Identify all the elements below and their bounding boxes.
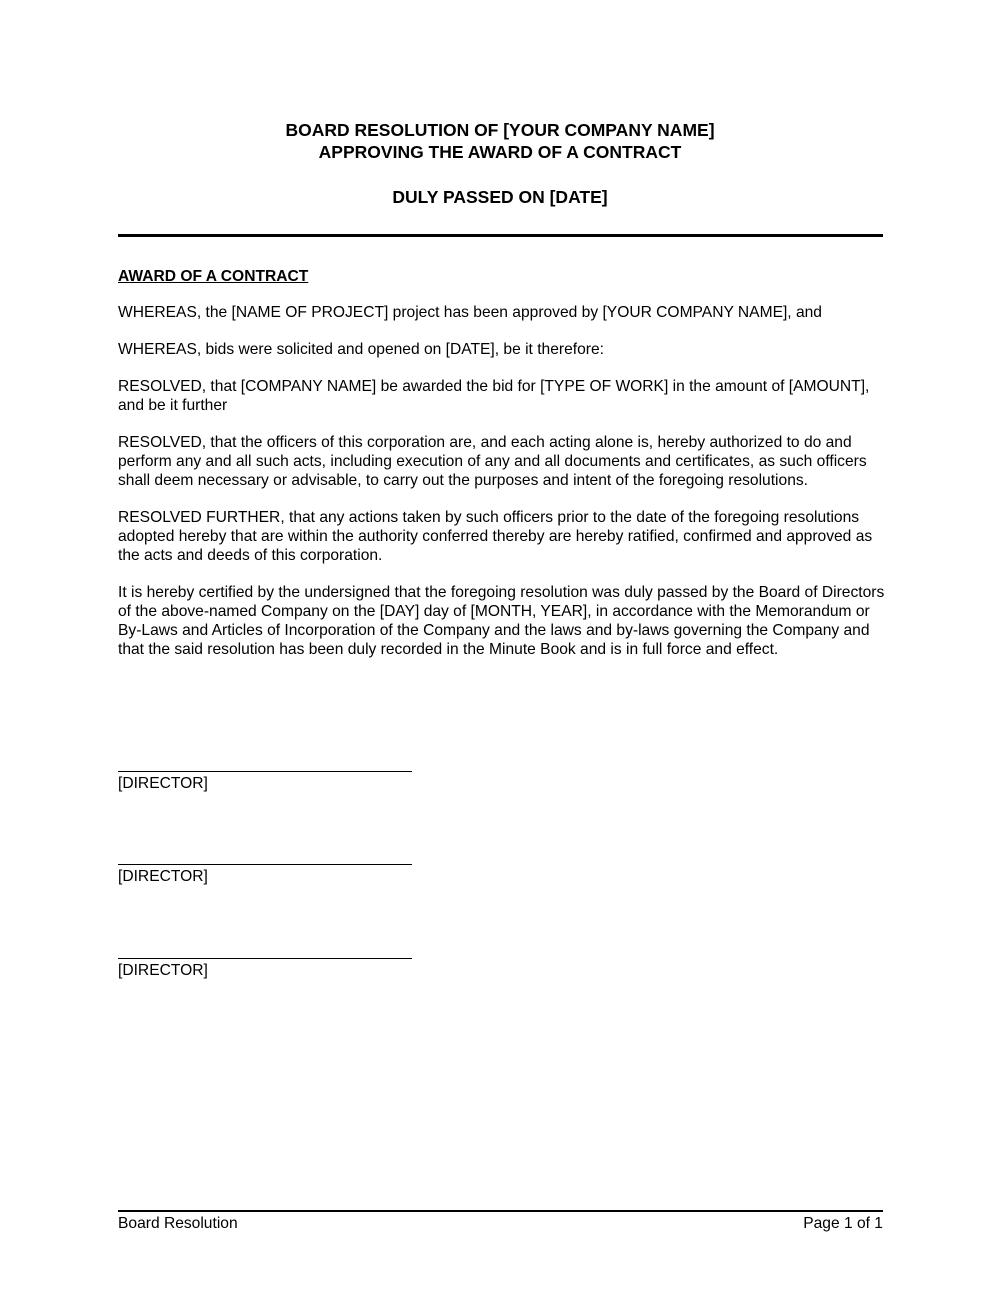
footer-document-name: Board Resolution [118, 1215, 238, 1232]
resolved-further-paragraph: RESOLVED FURTHER, that any actions taken by such officers prior to the date of the foregoing resolutions adopted hereby that are within the authority conferred thereby are hereby ratified, confirmed and approved as the acts and deeds of this corporation. [118, 509, 873, 564]
signature-label: [DIRECTOR] [118, 775, 208, 792]
document-body [118, 267, 888, 677]
document-title-line-2: APPROVING THE AWARD OF A CONTRACT [318, 142, 682, 162]
page-footer [118, 1214, 883, 1233]
document-title-line-1: BOARD RESOLUTION OF [YOUR COMPANY NAME] [285, 120, 715, 140]
signature-line [118, 864, 412, 865]
certification-paragraph: It is hereby certified by the undersigned that the foregoing resolution was duly passed by the Board of Directors of the above-named Company on the [DAY] day of [MONTH, YEAR], in accordance with the Memorandum or By-Laws and Articles of Incorporation of the Company and the laws and by-laws governing the Company and that the said resolution has been duly recorded in the Minute Book and is in full force and effect. [118, 584, 885, 658]
footer-page-number: Page 1 of 1 [803, 1215, 883, 1232]
signature-label: [DIRECTOR] [118, 962, 208, 979]
document-title-block [118, 119, 882, 208]
duly-passed-line: DULY PASSED ON [DATE] [392, 187, 608, 207]
resolved-award-paragraph: RESOLVED, that [COMPANY NAME] be awarded the bid for [TYPE OF WORK] in the amount of [AMOUNT], and be it further [118, 378, 870, 414]
signature-block-2 [118, 864, 412, 886]
footer-divider [118, 1210, 883, 1212]
resolved-officers-paragraph: RESOLVED, that the officers of this corporation are, and each acting alone is, hereby authorized to do and perform any and all such acts, including execution of any and all documents and certificates, as such officers shall deem necessary or advisable, to carry out the purposes and intent of the foregoing resolutions. [118, 434, 867, 489]
signature-block-3 [118, 958, 412, 980]
signature-line [118, 771, 412, 772]
section-heading: AWARD OF A CONTRACT [118, 268, 309, 285]
whereas-project-paragraph: WHEREAS, the [NAME OF PROJECT] project has been approved by [YOUR COMPANY NAME], and [118, 304, 822, 321]
signature-block-1 [118, 771, 412, 793]
title-divider [118, 234, 883, 237]
signature-label: [DIRECTOR] [118, 868, 208, 885]
whereas-bids-paragraph: WHEREAS, bids were solicited and opened on [DATE], be it therefore: [118, 341, 604, 358]
signature-line [118, 958, 412, 959]
